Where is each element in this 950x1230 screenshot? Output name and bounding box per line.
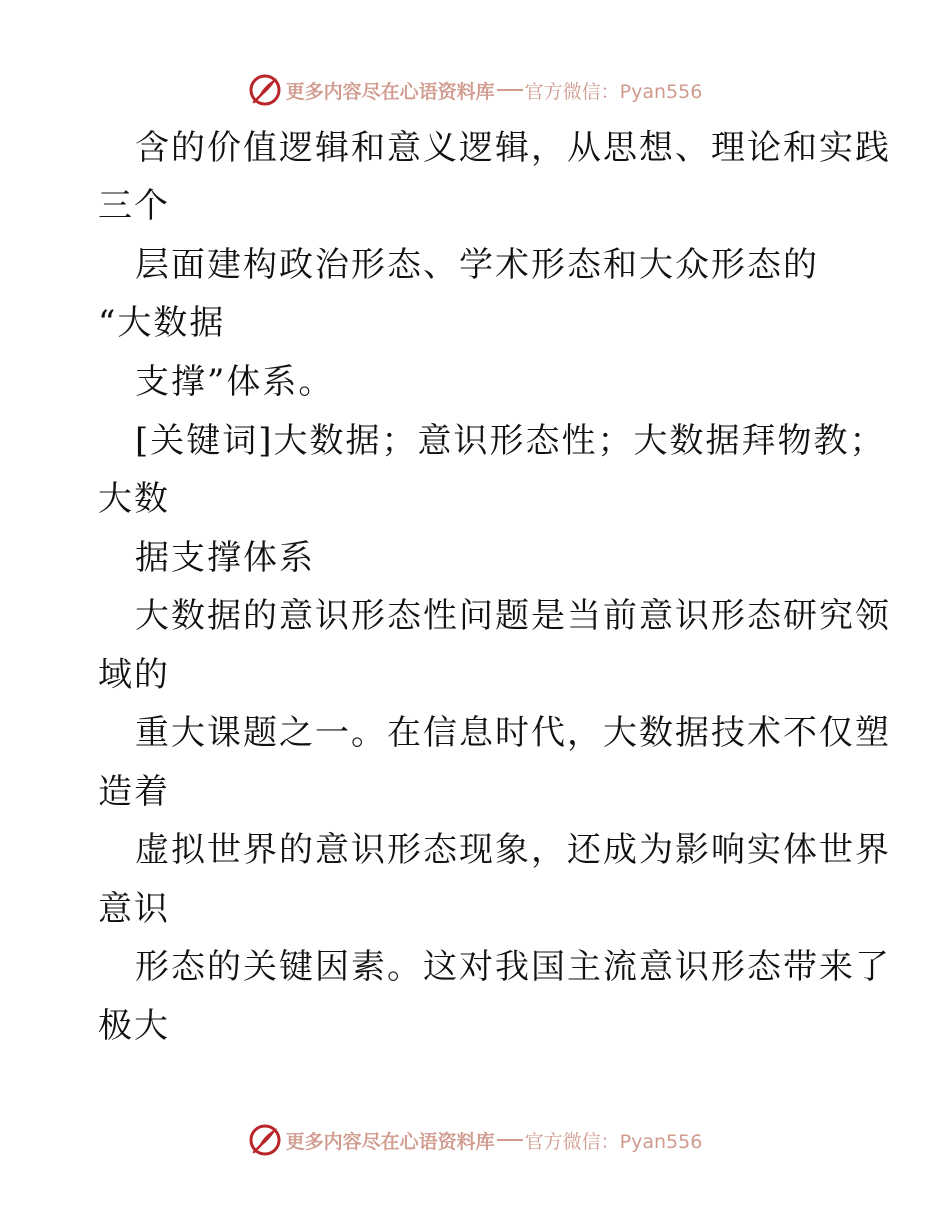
- body-line: 三个: [98, 186, 170, 226]
- body-line: 重大课题之一。在信息时代，大数据技术不仅塑: [135, 713, 891, 753]
- body-line: 意识: [98, 889, 170, 929]
- body-line: 形态的关键因素。这对我国主流意识形态带来了: [135, 947, 891, 987]
- body-line: 极大: [98, 1006, 170, 1046]
- body-line: 域的: [98, 655, 170, 695]
- body-line: 含的价值逻辑和意义逻辑，从思想、理论和实践: [135, 128, 891, 168]
- body-line: 大数: [98, 479, 170, 519]
- body-line: 层面建构政治形态、学术形态和大众形态的: [135, 245, 819, 285]
- header-watermark: [0, 70, 950, 110]
- watermark-brand: 更多内容尽在心语资料库: [285, 1130, 495, 1153]
- body-line: 虚拟世界的意识形态现象，还成为影响实体世界: [135, 830, 891, 870]
- footer-watermark: [0, 1120, 950, 1160]
- body-line: 造着: [98, 772, 170, 812]
- watermark-contact: 官方微信：Pyan556: [524, 80, 703, 103]
- body-line: [关键词]大数据；意识形态性；大数据拜物教；: [135, 421, 886, 461]
- watermark-contact: 官方微信：Pyan556: [524, 1130, 703, 1153]
- body-line: 支撑”体系。: [135, 362, 335, 402]
- body-line: “大数据: [98, 303, 226, 343]
- watermark-dash: [497, 89, 523, 91]
- body-line: 大数据的意识形态性问题是当前意识形态研究领: [135, 596, 891, 636]
- quill-logo-icon: [248, 73, 282, 107]
- watermark-dash: [497, 1139, 523, 1141]
- body-line: 据支撑体系: [135, 538, 315, 578]
- watermark-brand: 更多内容尽在心语资料库: [285, 80, 495, 103]
- quill-logo-icon: [248, 1123, 282, 1157]
